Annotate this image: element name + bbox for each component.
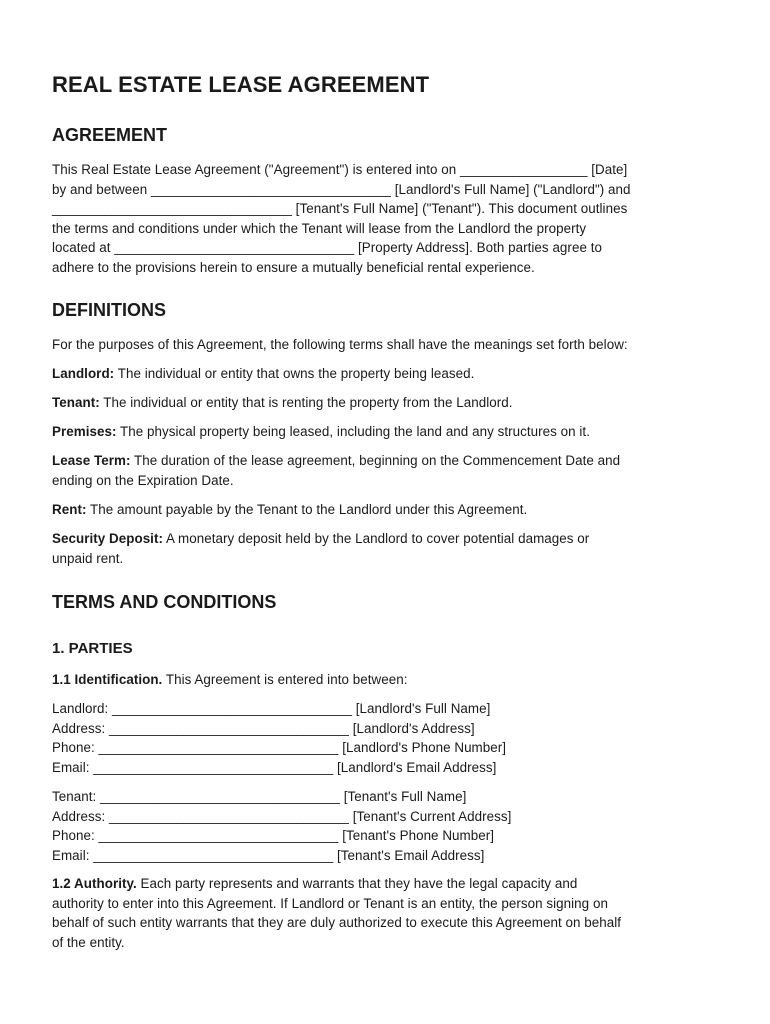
landlord-address-line: Address: ________________________________ [Landlord's Address] (52, 720, 475, 736)
definition-text: The physical property being leased, including the land and any structures on it. (116, 424, 590, 439)
landlord-phone-line: Phone: ________________________________ [Landlord's Phone Number] (52, 740, 507, 755)
definitions-intro: For the purposes of this Agreement, the following terms shall have the meanings set forth below: (52, 337, 628, 352)
definition-text: The individual or entity that owns the property being leased. (114, 366, 475, 381)
definition-tenant (52, 393, 722, 413)
agreement-line: the terms and conditions under which the Tenant will lease from the Landlord the property (52, 220, 587, 236)
document-title: REAL ESTATE LEASE AGREEMENT (52, 72, 430, 97)
definition-security-deposit (52, 529, 722, 568)
definition-term: Lease Term: (52, 453, 131, 468)
agreement-line: located at ________________________________ [Property Address]. Both parties agree to (52, 240, 602, 255)
terms-heading: TERMS AND CONDITIONS (52, 592, 277, 612)
definition-text: The individual or entity that is renting the property from the Landlord. (99, 395, 513, 410)
authority-text: Each party represents and warrants that they have the legal capacity and (136, 876, 578, 891)
authority-text: authority to enter into this Agreement. If Landlord or Tenant is an entity, the person signing on (52, 895, 608, 911)
identification-text: This Agreement is entered into between: (162, 672, 408, 687)
authority-paragraph (52, 874, 722, 952)
definition-term: Rent: (52, 502, 87, 517)
agreement-line: This Real Estate Lease Agreement ("Agreement") is entered into on _________________ [Date] (52, 162, 628, 177)
definition-term: Landlord: (52, 366, 115, 381)
tenant-name-line: Tenant: ________________________________ [Tenant's Full Name] (52, 789, 467, 804)
definition-text: ending on the Expiration Date. (52, 472, 234, 488)
landlord-name-line: Landlord: ________________________________ [Landlord's Full Name] (52, 701, 491, 716)
tenant-email-line: Email: ________________________________ [Tenant's Email Address] (52, 847, 485, 863)
definition-lease-term (52, 451, 722, 490)
tenant-phone-line: Phone: ________________________________ [Tenant's Phone Number] (52, 828, 495, 843)
authority-text: of the entity. (52, 934, 125, 950)
definition-landlord (52, 364, 722, 384)
agreement-paragraph (52, 160, 722, 277)
tenant-details (52, 787, 722, 865)
agreement-heading: AGREEMENT (52, 125, 168, 145)
definition-premises (52, 422, 722, 442)
definition-term: Premises: (52, 424, 117, 439)
agreement-line: by and between ________________________________ [Landlord's Full Name] ("Landlord") and (52, 181, 631, 197)
definition-text: The amount payable by the Tenant to the Landlord under this Agreement. (86, 502, 528, 517)
identification-paragraph (52, 670, 722, 690)
definitions-heading: DEFINITIONS (52, 300, 167, 320)
agreement-line: ________________________________ [Tenant's Full Name] ("Tenant"). This document outlines (52, 201, 628, 216)
authority-text: behalf of such entity warrants that they are duly authorized to execute this Agreement on behalf (52, 915, 622, 930)
identification-label: 1.1 Identification. (52, 672, 163, 687)
definition-text: A monetary deposit held by the Landlord to cover potential damages or (162, 531, 590, 546)
definition-term: Tenant: (52, 395, 100, 410)
landlord-details (52, 699, 722, 777)
parties-heading: 1. PARTIES (52, 640, 133, 657)
tenant-address-line: Address: ________________________________ [Tenant's Current Address] (52, 808, 512, 824)
definition-term: Security Deposit: (52, 531, 163, 546)
landlord-email-line: Email: ________________________________ [Landlord's Email Address] (52, 759, 497, 775)
definition-rent (52, 500, 722, 520)
authority-label: 1.2 Authority. (52, 876, 137, 891)
definition-text: unpaid rent. (52, 550, 124, 566)
agreement-line: adhere to the provisions herein to ensure a mutually beneficial rental experience. (52, 259, 535, 275)
definition-text: The duration of the lease agreement, beginning on the Commencement Date and (130, 453, 621, 468)
